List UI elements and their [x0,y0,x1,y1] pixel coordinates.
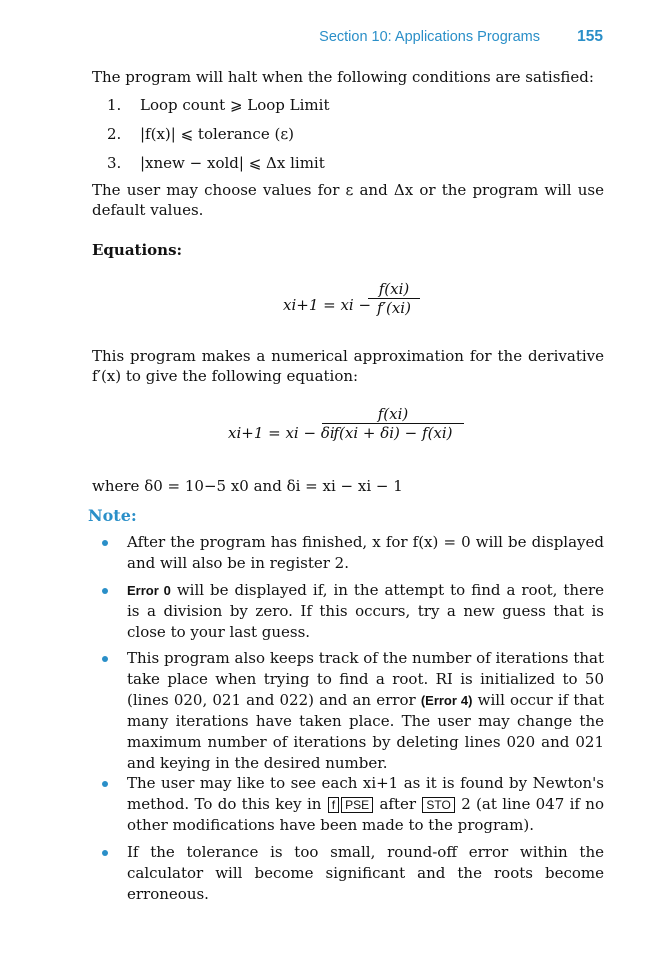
note-item-4-text-a: The user may like to see each xi+1 as it is found by Newton's method. To do this key in [127,774,604,813]
note-item-4-after: after [379,795,417,813]
where-text: where δ0 = 10−5 x0 and δi = xi − xi − 1 [92,477,403,495]
user-choose-paragraph: The user may choose values for ε and Δx or the program will use default values. [92,181,604,219]
equation-1-numerator: f(xi) [378,280,410,298]
section-title: Section 10: Applications Programs [319,29,540,45]
bullet-icon [102,776,112,786]
note-item-4-text-b: 2 (at line 047 if no other modifications have been made to the program). [127,795,604,834]
equation-1-denominator: f′(xi) [377,299,411,317]
condition-text: Loop count ⩾ Loop Limit [140,96,330,114]
equation-1-fraction [368,280,420,317]
error-label: (Error 4) [420,693,473,708]
equations-heading: Equations: [92,241,183,259]
condition-number: 1. [107,96,122,114]
equation-2-fraction [322,405,464,442]
note-item-3-text-b: will occur if that many iterations have taken place. The user may change the maximum number of iterations by deleting lines 020 and 021 and keying in the desired number. [127,691,604,772]
note-item-3-text-a: This program also keeps track of the number of iterations that take place when trying to find a root. RI is initialized to 50 (lines 020, 021 and 022) and an error [127,649,604,709]
condition-number: 3. [107,154,122,172]
note-item-1: After the program has finished, x for f(x) = 0 will be displayed and will also be in register 2. [127,533,604,572]
bullet-icon [102,583,112,593]
bullet-icon [102,651,112,661]
key-sto: STO [422,797,454,813]
derivative-paragraph: This program makes a numerical approximation for the derivative f′(x) to give the following equation: [92,347,604,385]
equation-2-lhs: xi+1 = xi − δi [228,424,335,442]
condition-text: |f(x)| ⩽ tolerance (ε) [140,125,294,143]
note-item-5: If the tolerance is too small, round-off error within the calculator will become significant and the roots become erroneous. [127,843,604,903]
note-item-2 [127,580,604,643]
equation-2-numerator: f(xi) [377,405,409,423]
bullet-icon [102,845,112,855]
page-number: 155 [577,28,603,45]
error-label: Error 0 [127,583,171,598]
equation-2-denominator: f(xi + δi) − f(xi) [333,424,453,442]
key-f: f [328,797,339,813]
key-pse: PSE [341,797,373,813]
note-item-3 [127,648,604,774]
condition-1 [107,95,329,115]
page-header [0,29,666,51]
condition-2 [107,124,294,144]
intro-paragraph: The program will halt when the following conditions are satisfied: [92,68,594,86]
note-item-4 [127,773,604,836]
note-item-2-text: will be displayed if, in the attempt to find a root, there is a division by zero. If this occurs, try a new guess that is close to your last guess. [127,581,604,641]
bullet-icon [102,535,112,545]
note-heading: Note: [88,506,137,525]
condition-number: 2. [107,125,122,143]
condition-text: |xnew − xold| ⩽ Δx limit [140,154,325,172]
equation-1-lhs: xi+1 = xi − [283,296,372,314]
condition-3 [107,153,325,173]
